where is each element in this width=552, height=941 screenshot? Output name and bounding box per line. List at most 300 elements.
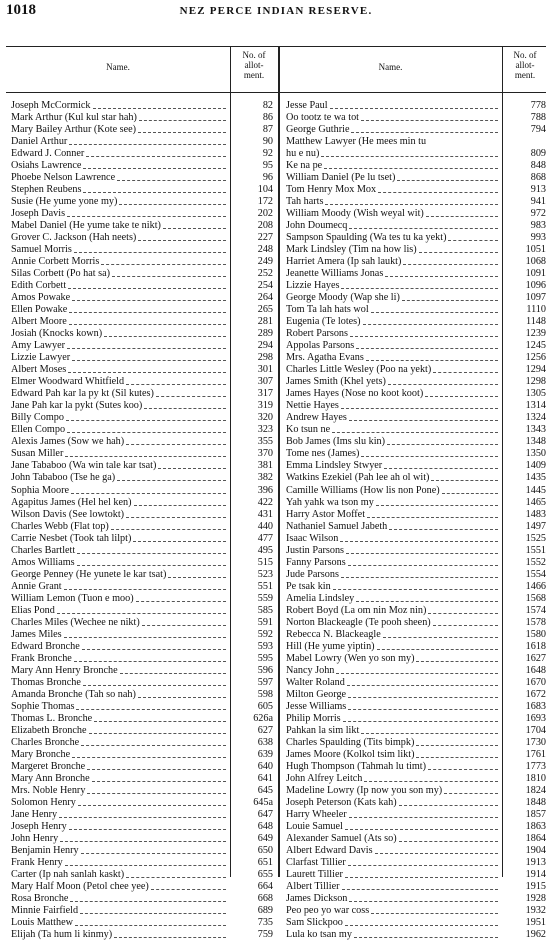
allotment-number: 649 bbox=[257, 832, 273, 844]
entry-name: Walter Roland bbox=[286, 676, 345, 688]
allotment-number: 382 bbox=[257, 472, 273, 484]
list-item bbox=[11, 268, 277, 280]
entry-name: Charles Bartlett bbox=[11, 544, 76, 556]
entry-name: Frank Bronche bbox=[11, 652, 72, 664]
entry-name: Mary Bronche bbox=[11, 748, 71, 760]
list-item bbox=[11, 521, 277, 533]
allotment-number: 638 bbox=[257, 736, 273, 748]
list-item bbox=[286, 412, 546, 424]
allotment-number: 523 bbox=[257, 568, 273, 580]
allotment-number: 1097 bbox=[525, 292, 546, 304]
entry-name: Susan Miller bbox=[11, 448, 64, 460]
entry-name: Phoebe Nelson Lawrence bbox=[11, 172, 116, 184]
entry-name: Billy Compo bbox=[11, 412, 64, 424]
dot-leader bbox=[433, 625, 498, 626]
left-entries-list bbox=[11, 100, 277, 941]
dot-leader bbox=[376, 505, 498, 506]
allotment-number: 265 bbox=[257, 304, 273, 316]
allotment-number: 735 bbox=[257, 917, 273, 929]
list-item bbox=[286, 148, 546, 160]
entry-name: James Miles bbox=[11, 628, 62, 640]
allotment-number: 1551 bbox=[525, 544, 546, 556]
list-item bbox=[11, 148, 277, 160]
dot-leader bbox=[81, 745, 226, 746]
page-title: NEZ PERCE INDIAN RESERVE. bbox=[179, 5, 373, 17]
allotment-number: 1305 bbox=[525, 388, 546, 400]
allotment-number: 689 bbox=[257, 905, 273, 917]
allotment-number: 1915 bbox=[525, 881, 546, 893]
list-item bbox=[286, 364, 546, 376]
allotment-number: 96 bbox=[262, 172, 273, 184]
list-item bbox=[11, 256, 277, 268]
dot-leader bbox=[168, 577, 226, 578]
allotment-number: 1904 bbox=[525, 844, 546, 856]
dot-leader bbox=[117, 180, 226, 181]
list-item bbox=[11, 352, 277, 364]
allotment-number: 264 bbox=[257, 292, 273, 304]
entry-name: Charles Miles (Wechee ne nikt) bbox=[11, 616, 140, 628]
list-item bbox=[11, 689, 277, 701]
list-item bbox=[286, 761, 546, 773]
allotment-number: 759 bbox=[257, 929, 273, 941]
allotment-number: 1445 bbox=[525, 484, 546, 496]
allotment-number: 655 bbox=[257, 869, 273, 880]
dot-leader bbox=[419, 252, 498, 253]
entry-name: Charles Bronche bbox=[11, 736, 80, 748]
dot-leader bbox=[126, 384, 226, 385]
allotment-number: 1051 bbox=[525, 244, 546, 256]
list-item bbox=[286, 749, 546, 761]
dot-leader bbox=[333, 589, 498, 590]
list-item bbox=[286, 244, 546, 256]
list-item bbox=[11, 172, 277, 184]
left-name-column-header: Name. bbox=[106, 62, 130, 72]
allotment-number: 90 bbox=[262, 136, 273, 148]
list-item bbox=[11, 821, 277, 833]
list-item bbox=[11, 677, 277, 689]
dot-leader bbox=[81, 853, 226, 854]
dot-leader bbox=[349, 420, 498, 421]
dot-leader bbox=[416, 745, 498, 746]
dot-leader bbox=[138, 132, 226, 133]
allotment-number: 1350 bbox=[525, 448, 546, 460]
list-item bbox=[11, 533, 277, 545]
list-item bbox=[286, 424, 546, 436]
entry-name: Tah harts bbox=[286, 196, 324, 208]
entry-name: Jeanette Williams Jonas bbox=[286, 268, 384, 280]
dot-leader bbox=[384, 468, 498, 469]
dot-leader bbox=[377, 649, 498, 650]
list-item bbox=[11, 497, 277, 509]
list-item bbox=[11, 905, 277, 917]
allotment-number: 477 bbox=[257, 532, 273, 544]
dot-leader bbox=[367, 517, 498, 518]
dot-leader bbox=[416, 661, 498, 662]
entry-name: Stephen Reubens bbox=[11, 184, 82, 196]
entry-name: Minnie Fairfield bbox=[11, 905, 79, 917]
allotment-number: 1857 bbox=[525, 808, 546, 820]
list-item bbox=[286, 485, 546, 497]
entry-name: Nancy John bbox=[286, 664, 335, 676]
list-item bbox=[286, 521, 546, 533]
entry-name: James Dickson bbox=[286, 893, 348, 905]
entry-name: Joseph Davis bbox=[11, 208, 66, 220]
dot-leader bbox=[345, 829, 498, 830]
allotment-number: 1693 bbox=[525, 712, 546, 724]
allotment-number: 668 bbox=[257, 893, 273, 905]
allotment-number: 1672 bbox=[525, 688, 546, 700]
allotment-number: 650 bbox=[257, 844, 273, 856]
dot-leader bbox=[151, 889, 226, 890]
dot-leader bbox=[366, 360, 498, 361]
dot-leader bbox=[385, 276, 498, 277]
list-item bbox=[11, 617, 277, 629]
list-item bbox=[11, 893, 277, 905]
dot-leader bbox=[86, 156, 226, 157]
dot-leader bbox=[349, 817, 498, 818]
right-name-column-header: Name. bbox=[378, 62, 403, 72]
list-item bbox=[286, 929, 546, 941]
entry-name: John Alfrey Leitch bbox=[286, 772, 363, 784]
list-item bbox=[286, 737, 546, 749]
list-item bbox=[286, 497, 546, 509]
allotment-number: 1298 bbox=[525, 376, 546, 388]
list-item bbox=[11, 472, 277, 484]
list-item bbox=[11, 845, 277, 857]
allotment-number: 1648 bbox=[525, 664, 546, 676]
list-item bbox=[11, 929, 277, 941]
list-item bbox=[286, 136, 546, 148]
list-item bbox=[11, 292, 277, 304]
dot-leader bbox=[139, 120, 226, 121]
list-item bbox=[286, 701, 546, 713]
list-item bbox=[286, 653, 546, 665]
list-item bbox=[11, 581, 277, 593]
dot-leader bbox=[69, 324, 226, 325]
entry-name: Louis Matthew bbox=[11, 917, 73, 929]
dot-leader bbox=[163, 228, 226, 229]
list-item bbox=[11, 485, 277, 497]
entry-name: Thomas L. Bronche bbox=[11, 712, 93, 724]
allotment-header-line: allot- bbox=[515, 60, 535, 70]
entry-name: Agapitus James (Hel hel ken) bbox=[11, 496, 132, 508]
allotment-number: 92 bbox=[262, 148, 273, 160]
dot-leader bbox=[104, 336, 226, 337]
list-item bbox=[11, 725, 277, 737]
list-item bbox=[286, 509, 546, 521]
dot-leader bbox=[330, 108, 498, 109]
list-item bbox=[11, 773, 277, 785]
entry-name: Edward Bronche bbox=[11, 640, 80, 652]
allotment-number: 1348 bbox=[525, 436, 546, 448]
allotment-number: 595 bbox=[257, 652, 273, 664]
dot-leader bbox=[343, 721, 498, 722]
entry-name: Hugh Thompson (Tahmah lu timt) bbox=[286, 760, 427, 772]
dot-leader bbox=[341, 408, 498, 409]
allotment-number: 82 bbox=[262, 100, 273, 111]
dot-leader bbox=[356, 348, 498, 349]
dot-leader bbox=[349, 228, 498, 229]
list-item bbox=[11, 208, 277, 220]
left-allotment-column-header bbox=[230, 50, 278, 80]
allotment-number: 1110 bbox=[526, 304, 546, 316]
list-item bbox=[286, 232, 546, 244]
entry-name: Josiah (Knocks kown) bbox=[11, 328, 103, 340]
dot-leader bbox=[133, 541, 226, 542]
list-item bbox=[11, 833, 277, 845]
list-item bbox=[286, 641, 546, 653]
allotment-number: 289 bbox=[257, 328, 273, 340]
dot-leader bbox=[351, 132, 498, 133]
list-item bbox=[286, 833, 546, 845]
dot-leader bbox=[83, 685, 226, 686]
allotment-number: 252 bbox=[257, 268, 273, 280]
entry-name: John Henry bbox=[11, 832, 59, 844]
list-item bbox=[11, 593, 277, 605]
allotment-number: 585 bbox=[257, 604, 273, 616]
entry-name: Pe tsak kin bbox=[286, 580, 331, 592]
list-item bbox=[286, 472, 546, 484]
dot-leader bbox=[158, 468, 226, 469]
allotment-number: 249 bbox=[257, 256, 273, 268]
entry-name: Albert Edward Davis bbox=[286, 844, 373, 856]
dot-leader bbox=[348, 865, 498, 866]
dot-leader bbox=[70, 901, 226, 902]
allotment-number: 1465 bbox=[525, 496, 546, 508]
allotment-number: 1913 bbox=[525, 856, 546, 868]
allotment-number: 645a bbox=[253, 796, 273, 808]
entry-name: Mark Arthur (Kul kul star hah) bbox=[11, 112, 137, 124]
dot-leader bbox=[349, 901, 498, 902]
list-item bbox=[11, 136, 277, 148]
list-item bbox=[11, 232, 277, 244]
entry-name: Ellen Compo bbox=[11, 424, 66, 436]
dot-leader bbox=[138, 697, 226, 698]
allotment-number: 598 bbox=[257, 688, 273, 700]
list-item bbox=[286, 208, 546, 220]
entry-name: Mary Ann Henry Bronche bbox=[11, 664, 118, 676]
list-item bbox=[11, 653, 277, 665]
entry-name: Hill (He yume yiptin) bbox=[286, 640, 375, 652]
dot-leader bbox=[341, 288, 498, 289]
dot-leader bbox=[431, 480, 498, 481]
entry-name: Mrs. Agatha Evans bbox=[286, 352, 364, 364]
dot-leader bbox=[69, 829, 226, 830]
entry-name: Jane Tababoo (Wa win tale kar tsat) bbox=[11, 460, 157, 472]
right-allotment-column-header bbox=[502, 50, 548, 80]
entry-name: John Tababoo (Tse he ga) bbox=[11, 472, 116, 484]
list-item bbox=[11, 797, 277, 809]
allotment-number: 431 bbox=[257, 508, 273, 520]
entry-name: Peo peo yo war coss bbox=[286, 905, 370, 917]
allotment-number: 645 bbox=[257, 784, 273, 796]
dot-leader bbox=[336, 673, 498, 674]
dot-leader bbox=[136, 601, 226, 602]
entry-name: George Penney (He yunete le kar tsat) bbox=[11, 568, 167, 580]
dot-leader bbox=[75, 925, 226, 926]
allotment-number: 983 bbox=[530, 220, 546, 232]
allotment-number: 1435 bbox=[525, 472, 546, 484]
dot-leader bbox=[60, 841, 226, 842]
dot-leader bbox=[87, 793, 226, 794]
entry-name: Daniel Arthur bbox=[11, 136, 68, 148]
entry-name: Edward Pah kar la py kt (Sil kutes) bbox=[11, 388, 154, 400]
entry-name: Samuel Morris bbox=[11, 244, 72, 256]
list-item bbox=[11, 857, 277, 869]
list-item bbox=[11, 809, 277, 821]
dot-leader bbox=[388, 384, 498, 385]
list-item bbox=[11, 328, 277, 340]
list-item bbox=[286, 388, 546, 400]
dot-leader bbox=[65, 865, 226, 866]
allotment-number: 641 bbox=[257, 772, 273, 784]
entry-name: Annie Grant bbox=[11, 580, 62, 592]
list-item bbox=[286, 713, 546, 725]
dot-leader bbox=[361, 733, 498, 734]
dot-leader bbox=[89, 733, 226, 734]
allotment-number: 202 bbox=[257, 208, 273, 220]
allotment-number: 1704 bbox=[525, 724, 546, 736]
allotment-number: 788 bbox=[530, 112, 546, 124]
list-item bbox=[286, 304, 546, 316]
entry-name: Appolas Parsons bbox=[286, 340, 355, 352]
allotment-number: 848 bbox=[530, 160, 546, 172]
list-item bbox=[286, 881, 546, 893]
allotment-number: 1148 bbox=[526, 316, 546, 328]
dot-leader bbox=[77, 553, 226, 554]
list-item bbox=[286, 689, 546, 701]
list-item bbox=[11, 869, 277, 881]
dot-leader bbox=[76, 709, 226, 710]
entry-name: Ko tsun ne bbox=[286, 424, 331, 436]
allotment-number: 104 bbox=[257, 184, 273, 196]
entry-name: Edith Corbett bbox=[11, 280, 67, 292]
list-item bbox=[11, 412, 277, 424]
allotment-number: 1580 bbox=[525, 628, 546, 640]
allotment-number: 281 bbox=[257, 316, 273, 328]
header-bottom-rule bbox=[6, 92, 546, 93]
dot-leader bbox=[348, 709, 498, 710]
entry-name: Clarfast Tillier bbox=[286, 856, 346, 868]
entry-name: hu e nu) bbox=[286, 148, 320, 160]
entry-name: Jesse Williams bbox=[286, 700, 347, 712]
list-item bbox=[286, 725, 546, 737]
list-item bbox=[11, 244, 277, 256]
entry-name: Elizabeth Bronche bbox=[11, 724, 87, 736]
entry-name: Nathaniel Samuel Jabeth bbox=[286, 520, 388, 532]
list-item bbox=[11, 220, 277, 232]
allotment-number: 591 bbox=[257, 616, 273, 628]
list-item bbox=[286, 545, 546, 557]
entry-name: Fanny Parsons bbox=[286, 556, 346, 568]
dot-leader bbox=[342, 889, 498, 890]
entry-name: Bob James (Ims slu kin) bbox=[286, 436, 386, 448]
list-item bbox=[11, 545, 277, 557]
list-item bbox=[286, 268, 546, 280]
dot-leader bbox=[416, 757, 498, 758]
entry-name: Philip Morris bbox=[286, 712, 341, 724]
entry-name: Albert Tillier bbox=[286, 881, 340, 893]
dot-leader bbox=[120, 673, 226, 674]
allotment-number: 323 bbox=[257, 424, 273, 436]
entry-name: Isaac Wilson bbox=[286, 532, 339, 544]
entry-name: Charles Little Wesley (Poo na yekt) bbox=[286, 364, 432, 376]
dot-leader bbox=[77, 565, 226, 566]
entry-name: Elias Pond bbox=[11, 604, 55, 616]
entry-name: Sam Slickpoo bbox=[286, 917, 343, 929]
list-item bbox=[286, 328, 546, 340]
entry-name: Lizzie Hayes bbox=[286, 280, 340, 292]
entry-name: Mrs. Noble Henry bbox=[11, 784, 86, 796]
allotment-number: 1932 bbox=[525, 905, 546, 917]
dot-leader bbox=[72, 300, 226, 301]
allotment-number: 1409 bbox=[525, 460, 546, 472]
list-item bbox=[286, 677, 546, 689]
list-item bbox=[286, 292, 546, 304]
entry-name: Tome nes (James) bbox=[286, 448, 360, 460]
entry-name: Camille Williams (How lis non Pone) bbox=[286, 484, 440, 496]
entry-name: Andrew Hayes bbox=[286, 412, 347, 424]
allotment-number: 1324 bbox=[525, 412, 546, 424]
allotment-number: 298 bbox=[257, 352, 273, 364]
allotment-number: 440 bbox=[257, 520, 273, 532]
entry-name: George Moody (Wap she li) bbox=[286, 292, 400, 304]
entry-name: Tom Henry Mox Mox bbox=[286, 184, 377, 196]
dot-leader bbox=[82, 649, 226, 650]
list-item bbox=[286, 256, 546, 268]
entry-name: Eugenia (Te lotes) bbox=[286, 316, 361, 328]
dot-leader bbox=[403, 264, 498, 265]
allotment-number: 592 bbox=[257, 628, 273, 640]
dot-leader bbox=[69, 144, 226, 145]
list-item bbox=[286, 280, 546, 292]
allotment-number: 95 bbox=[262, 160, 273, 172]
list-item bbox=[11, 761, 277, 773]
allotment-number: 605 bbox=[257, 700, 273, 712]
list-item bbox=[286, 160, 546, 172]
entry-name: Joseph Henry bbox=[11, 820, 67, 832]
list-item bbox=[286, 124, 546, 136]
allotment-number: 227 bbox=[257, 232, 273, 244]
center-divider-inner bbox=[279, 47, 280, 877]
dot-leader bbox=[378, 192, 498, 193]
entry-name: Charles Webb (Flat top) bbox=[11, 520, 109, 532]
list-item bbox=[11, 388, 277, 400]
entry-name: Wilson Davis (See lowtokt) bbox=[11, 508, 125, 520]
allotment-number: 396 bbox=[257, 484, 273, 496]
right-entries-list bbox=[286, 100, 546, 941]
entry-name: Lula ko tsan my bbox=[286, 929, 352, 941]
allotment-number: 1497 bbox=[525, 520, 546, 532]
list-item bbox=[11, 713, 277, 725]
list-item bbox=[286, 917, 546, 929]
dot-leader bbox=[371, 913, 498, 914]
entry-name: Jane Pah kar la pykt (Sutes koo) bbox=[11, 400, 143, 412]
list-item bbox=[286, 448, 546, 460]
entry-name: Harriet Amera (Ip sah laukt) bbox=[286, 256, 402, 268]
list-item bbox=[286, 340, 546, 352]
entry-name: Louie Samuel bbox=[286, 820, 343, 832]
entry-name: Silas Corbett (Po hat sa) bbox=[11, 268, 111, 280]
entry-name: Tom Ta lah hats wol bbox=[286, 304, 369, 316]
dot-leader bbox=[444, 793, 498, 794]
entry-name: Alexis James (Sow we hah) bbox=[11, 436, 125, 448]
list-item bbox=[11, 665, 277, 677]
allotment-number: 381 bbox=[257, 460, 273, 472]
entry-name: Sampson Spaulding (Wa tes tu ka yekt) bbox=[286, 232, 447, 244]
dot-leader bbox=[67, 432, 226, 433]
dot-leader bbox=[83, 192, 226, 193]
